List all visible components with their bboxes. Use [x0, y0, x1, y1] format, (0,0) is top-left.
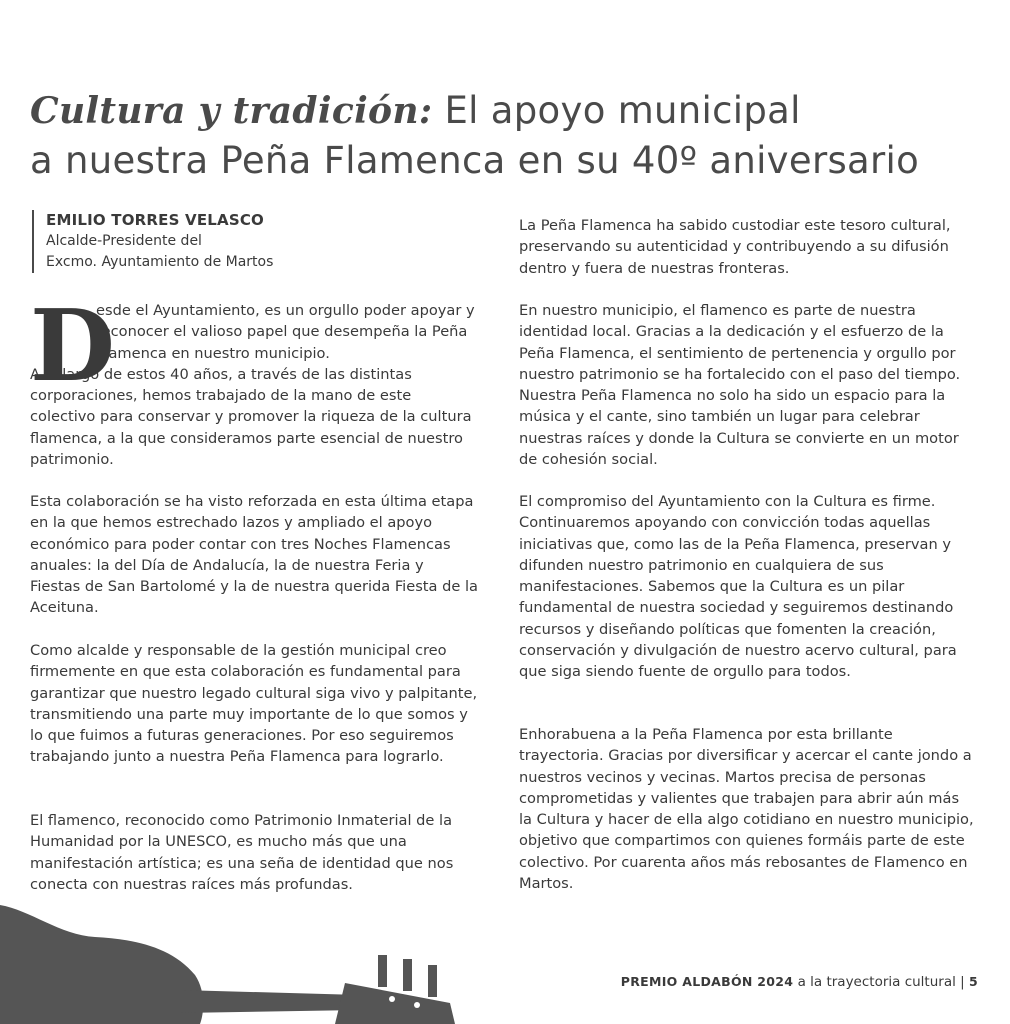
guitar-illustration	[0, 895, 470, 1024]
paragraph-8: Enhorabuena a la Peña Flamenca por esta brillante trayectoria. Gracias por diversificar y acercar el cante jondo a nuestros vecinos y vecinas. Martos precisa de personas comprometidas y valientes que trabajen para abrir aún más la Cultura y hacer de ella algo cotidiano en nuestro municipio, objetivo que compartimos con quienes formáis parte de este colectivo. Por cuarenta años más rebosantes de Flamenco en Martos.	[519, 726, 974, 893]
title-line2: a nuestra Peña Flamenca en su 40º aniversario	[30, 139, 920, 182]
paragraph-3: Como alcalde y responsable de la gestión municipal creo firmemente en que esta colaboración es fundamental para garantizar que nuestro legado cultural siga vivo y palpitante, transmitiendo una parte muy importante de lo que somos y lo que fuimos a futuras generaciones. Por eso seguiremos trabajando junto a nuestra Peña Flamenca para lograrlo.	[30, 642, 478, 766]
title-emphasis: Cultura y tradición:	[30, 90, 433, 132]
paragraph-1-rest: A lo largo de estos 40 años, a través de las distintas corporaciones, hemos trabajado de la mano de este colectivo para conservar y promover la riqueza de la cultura flamenca, a la que consideramos parte esencial de nuestro patrimonio.	[30, 365, 472, 469]
article-title	[30, 86, 990, 185]
footer-award: PREMIO ALDABÓN 2024	[620, 974, 794, 989]
tuning-peg-2	[403, 959, 412, 991]
tuning-peg-3	[428, 965, 437, 997]
guitar-body	[0, 905, 203, 1024]
paragraph-1-intro: esde el Ayuntamiento, es un orgullo poder apoyar y reconocer el valioso papel que desempeña la Peña Flamenca en nuestro municipio.	[96, 302, 475, 362]
footer-text: a la trayectoria cultural |	[793, 974, 969, 990]
page-number: 5	[969, 974, 978, 989]
author-block	[32, 210, 273, 273]
guitar-neck	[180, 990, 360, 1013]
drop-cap: D	[30, 289, 115, 404]
author-role-1: Alcalde-Presidente del	[46, 233, 202, 249]
page-footer	[621, 974, 978, 990]
paragraph-2: Esta colaboración se ha visto reforzada en esta última etapa en la que hemos estrechado lazos y ampliado el apoyo económico para poder contar con tres Noches Flamencas anuales: la del Día de Andalucía, la de nuestra Feria y Fiestas de San Bartolomé y la de nuestra querida Fiesta de la Aceituna.	[30, 493, 478, 617]
title-rest: El apoyo municipal	[432, 89, 801, 132]
peg-hole-2	[414, 1002, 420, 1008]
paragraph-6: En nuestro municipio, el flamenco es parte de nuestra identidad local. Gracias a la dedicación y el esfuerzo de la Peña Flamenca, el sentimiento de pertenencia y orgullo por nuestro patrimonio se ha fortalecido con el paso del tiempo. Nuestra Peña Flamenca no solo ha sido un espacio para la música y el cante, sino también un lugar para celebrar nuestras raíces y donde la Cultura se convierte en un motor de cohesión social.	[519, 302, 961, 469]
peg-hole-1	[389, 996, 395, 1002]
paragraph-4: El flamenco, reconocido como Patrimonio Inmaterial de la Humanidad por la UNESCO, es mucho más que una manifestación artística; es una seña de identidad que nos conecta con nuestras raíces más profundas.	[30, 812, 454, 893]
author-name: EMILIO TORRES VELASCO	[46, 211, 265, 229]
paragraph-1	[30, 289, 478, 470]
paragraph-7: El compromiso del Ayuntamiento con la Cultura es firme. Continuaremos apoyando con convicción todas aquellas iniciativas que, como las de la Peña Flamenca, preservan y difunden nuestro patrimonio en cualquiera de sus manifestaciones. Sabemos que la Cultura es un pilar fundamental de nuestra sociedad y seguiremos destinando recursos y diseñando políticas que fomenten la creación, conservación y divulgación de nuestro acervo cultural, para que siga siendo fuente de orgullo para todos.	[519, 493, 957, 681]
tuning-peg-1	[378, 955, 387, 987]
author-role-2: Excmo. Ayuntamiento de Martos	[46, 254, 274, 270]
paragraph-5: La Peña Flamenca ha sabido custodiar este tesoro cultural, preservando su autenticidad y contribuyendo a su difusión dentro y fuera de nuestras fronteras.	[519, 217, 951, 277]
